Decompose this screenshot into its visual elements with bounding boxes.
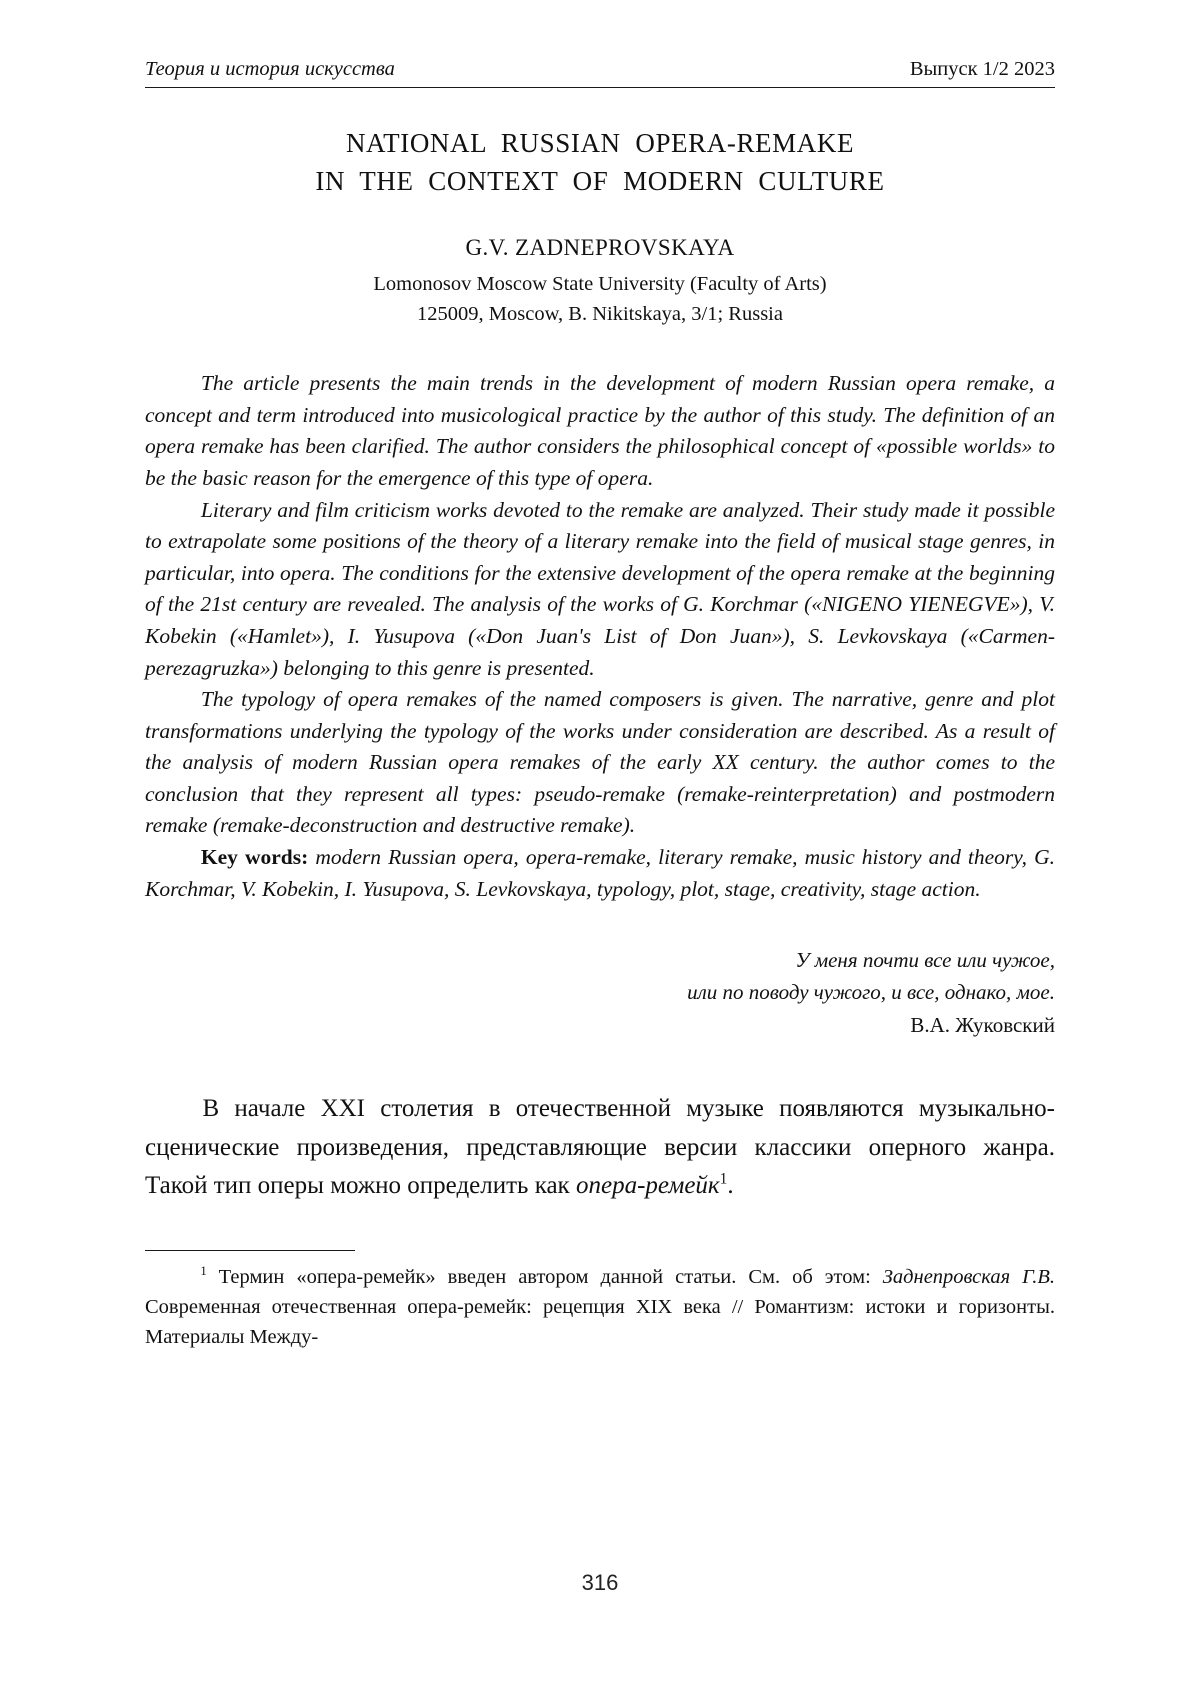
epigraph-signature: В.А. Жуковский (910, 1013, 1055, 1038)
article-title (145, 124, 1055, 201)
abstract-paragraph-2: Literary and film criticism works devoted to the remake are analyzed. Their study made it possible to extrapolate some positions of the theory of a literary remake into the field of musical stage genres, in particular, into opera. The conditions for the extensive development of the opera remake at the beginning of the 21st century are revealed. The analysis of the works of G. Korchmar («NIGENO YIENEGVE»), V. Kobekin («Hamlet»), I. Yusupova («Don Juan's List of Don Juan»), S. Levkovskaya («Carmen-perezagruzka») belonging to this genre is presented. (145, 497, 1055, 680)
epigraph (145, 945, 1055, 1042)
body-text (145, 1090, 1055, 1206)
body-paragraph-1 (145, 1090, 1055, 1206)
running-head-issue: Выпуск 1/2 2023 (909, 58, 1055, 80)
footnote-author-italic: Заднепровская Г.В. (882, 1266, 1055, 1288)
affiliation-line-1: Lomonosov Moscow State University (Faculty of Arts) (373, 272, 827, 295)
author-affiliation (145, 269, 1055, 331)
abstract (145, 368, 1055, 842)
footnote-marker: 1 (200, 1264, 207, 1279)
affiliation-line-2: 125009, Moscow, B. Nikitskaya, 3/1; Russia (417, 303, 783, 326)
epigraph-line-1: У меня почти все или чужое, (795, 948, 1055, 973)
running-head-journal-section: Теория и история искусства (145, 58, 395, 80)
body-term-italic: опера-ремейк (575, 1172, 720, 1200)
page-number: 316 (581, 1570, 619, 1595)
keywords-list: modern Russian opera, opera-remake, literary remake, music history and theory, G. Korchmar, V. Kobekin, I. Yusupova, S. Levkovskaya, typology, plot, stage, creativity, stage action. (145, 845, 1055, 901)
article-title-line-1: NATIONAL RUSSIAN OPERA-REMAKE (345, 128, 855, 158)
abstract-paragraph-3: The typology of opera remakes of the named composers is given. The narrative, genre and plot transformations underlying the typology of the works under consideration are described. As a result of the analysis of modern Russian opera remakes of the early XX century. the author comes to the conclusion that they represent all types: pseudo-remake (remake-reinterpretation) and postmodern remake (remake-deconstruction and destructive remake). (145, 687, 1055, 838)
epigraph-line-2: или по поводу чужого, и все, однако, мое. (687, 979, 1055, 1004)
footnote-separator (145, 1250, 355, 1251)
page-content (145, 58, 1055, 1353)
abstract-paragraph-1: The article presents the main trends in the development of modern Russian opera remake, a concept and term introduced into musicological practice by the author of this study. The definition of an opera remake has been clarified. The author considers the philosophical concept of «possible worlds» to be the basic reason for the emergence of this type of opera. (145, 371, 1055, 490)
body-text-end: . (727, 1172, 734, 1200)
body-text-start: В начале XXI столетия в отечественной музыке появляются музыкально-сценические произведения, представляющие версии классики оперного жанра. Такой тип оперы можно определить как (145, 1094, 1055, 1200)
article-title-line-2: IN THE CONTEXT OF MODERN CULTURE (315, 166, 885, 197)
footnote-text-part-1: Термин «опера-ремейк» введен автором данной статьи. См. об этом: (206, 1266, 883, 1288)
footnote-reference-marker[interactable]: 1 (719, 1170, 728, 1188)
footnote (145, 1263, 1055, 1353)
running-head (145, 58, 1055, 88)
footnote-text-part-2: Современная отечественная опера-ремейк: рецепция XIX века // Романтизм: истоки и горизонты. Материалы Между- (145, 1295, 1055, 1348)
keywords-label: Key words: (200, 845, 309, 870)
keywords (145, 842, 1055, 905)
author-name: G.V. ZADNEPROVSKAYA (465, 234, 735, 260)
